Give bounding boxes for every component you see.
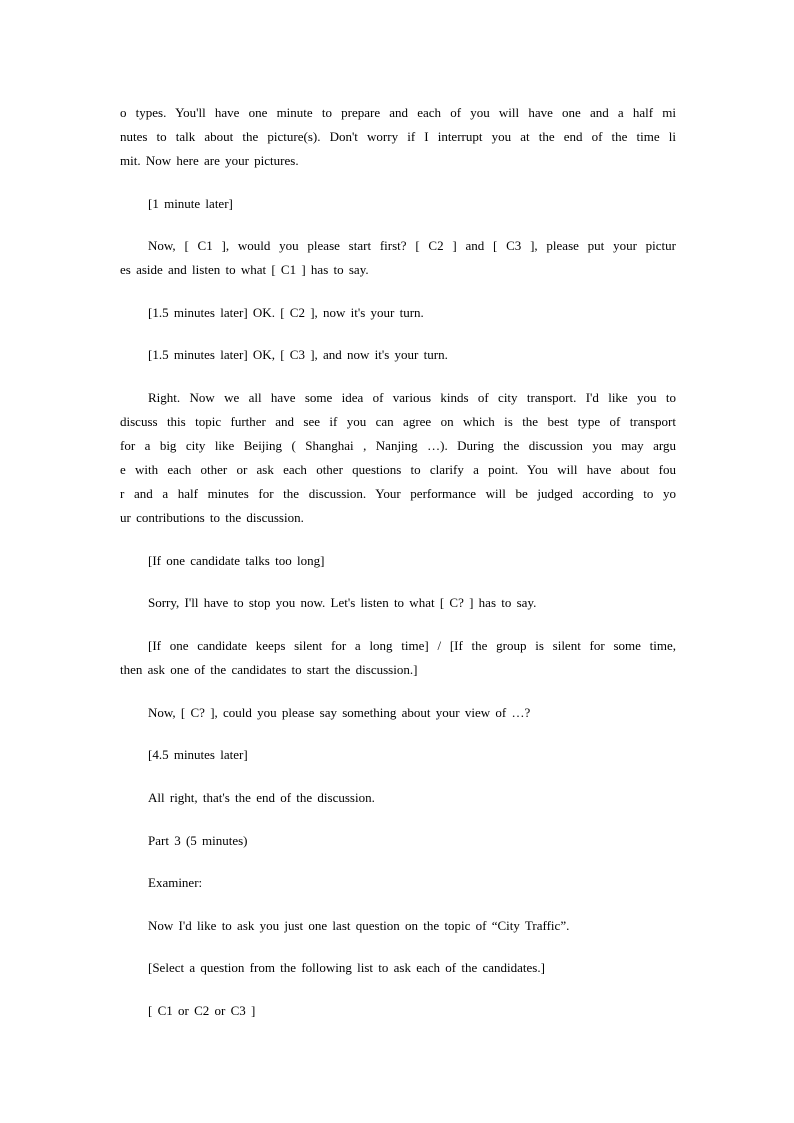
text-line: mit. Now here are your pictures. [120,153,299,168]
text-line: Right. Now we all have some idea of various kinds of city transport. I'd like you to [148,390,676,405]
text-line: Now I'd like to ask you just one last question on the topic of “City Traffic”. [148,918,570,933]
text-line: es aside and listen to what [ C1 ] has to say. [120,262,369,277]
text-line: [1.5 minutes later] OK, [ C3 ], and now it's your turn. [148,347,448,362]
text-line: Now, [ C1 ], would you please start first? [ C2 ] and [ C3 ], please put your pictur [148,238,676,253]
text-line: [4.5 minutes later] [148,747,248,762]
text-line: [Select a question from the following list to ask each of the candidates.] [148,960,545,975]
text-line: o types. You'll have one minute to prepare and each of you will have one and a half mi [120,105,676,120]
text-line: e with each other or ask each other questions to clarify a point. You will have about fou [120,462,676,477]
speaker-label: Examiner: [148,875,203,890]
text-line: discuss this topic further and see if you can agree on which is the best type of transport [120,414,676,429]
text-line: nutes to talk about the picture(s). Don't worry if I interrupt you at the end of the time li [120,129,676,144]
text-line: ur contributions to the discussion. [120,510,304,525]
text-line: Now, [ C? ], could you please say something about your view of …? [148,705,531,720]
text-line: [1.5 minutes later] OK. [ C2 ], now it's your turn. [148,305,424,320]
text-line: Sorry, I'll have to stop you now. Let's listen to what [ C? ] has to say. [148,595,537,610]
text-line: All right, that's the end of the discussion. [148,790,375,805]
text-line: [ C1 or C2 or C3 ] [148,1003,256,1018]
text-line: [If one candidate talks too long] [148,553,325,568]
section-heading: Part 3 (5 minutes) [148,833,248,848]
text-line: then ask one of the candidates to start the discussion.] [120,662,418,677]
text-line: [1 minute later] [148,196,233,211]
text-line: for a big city like Beijing ( Shanghai , Nanjing …). During the discussion you may argu [120,438,676,453]
text-line: r and a half minutes for the discussion. Your performance will be judged according to yo [120,486,676,501]
text-line: [If one candidate keeps silent for a long time] / [If the group is silent for some time, [148,638,676,653]
